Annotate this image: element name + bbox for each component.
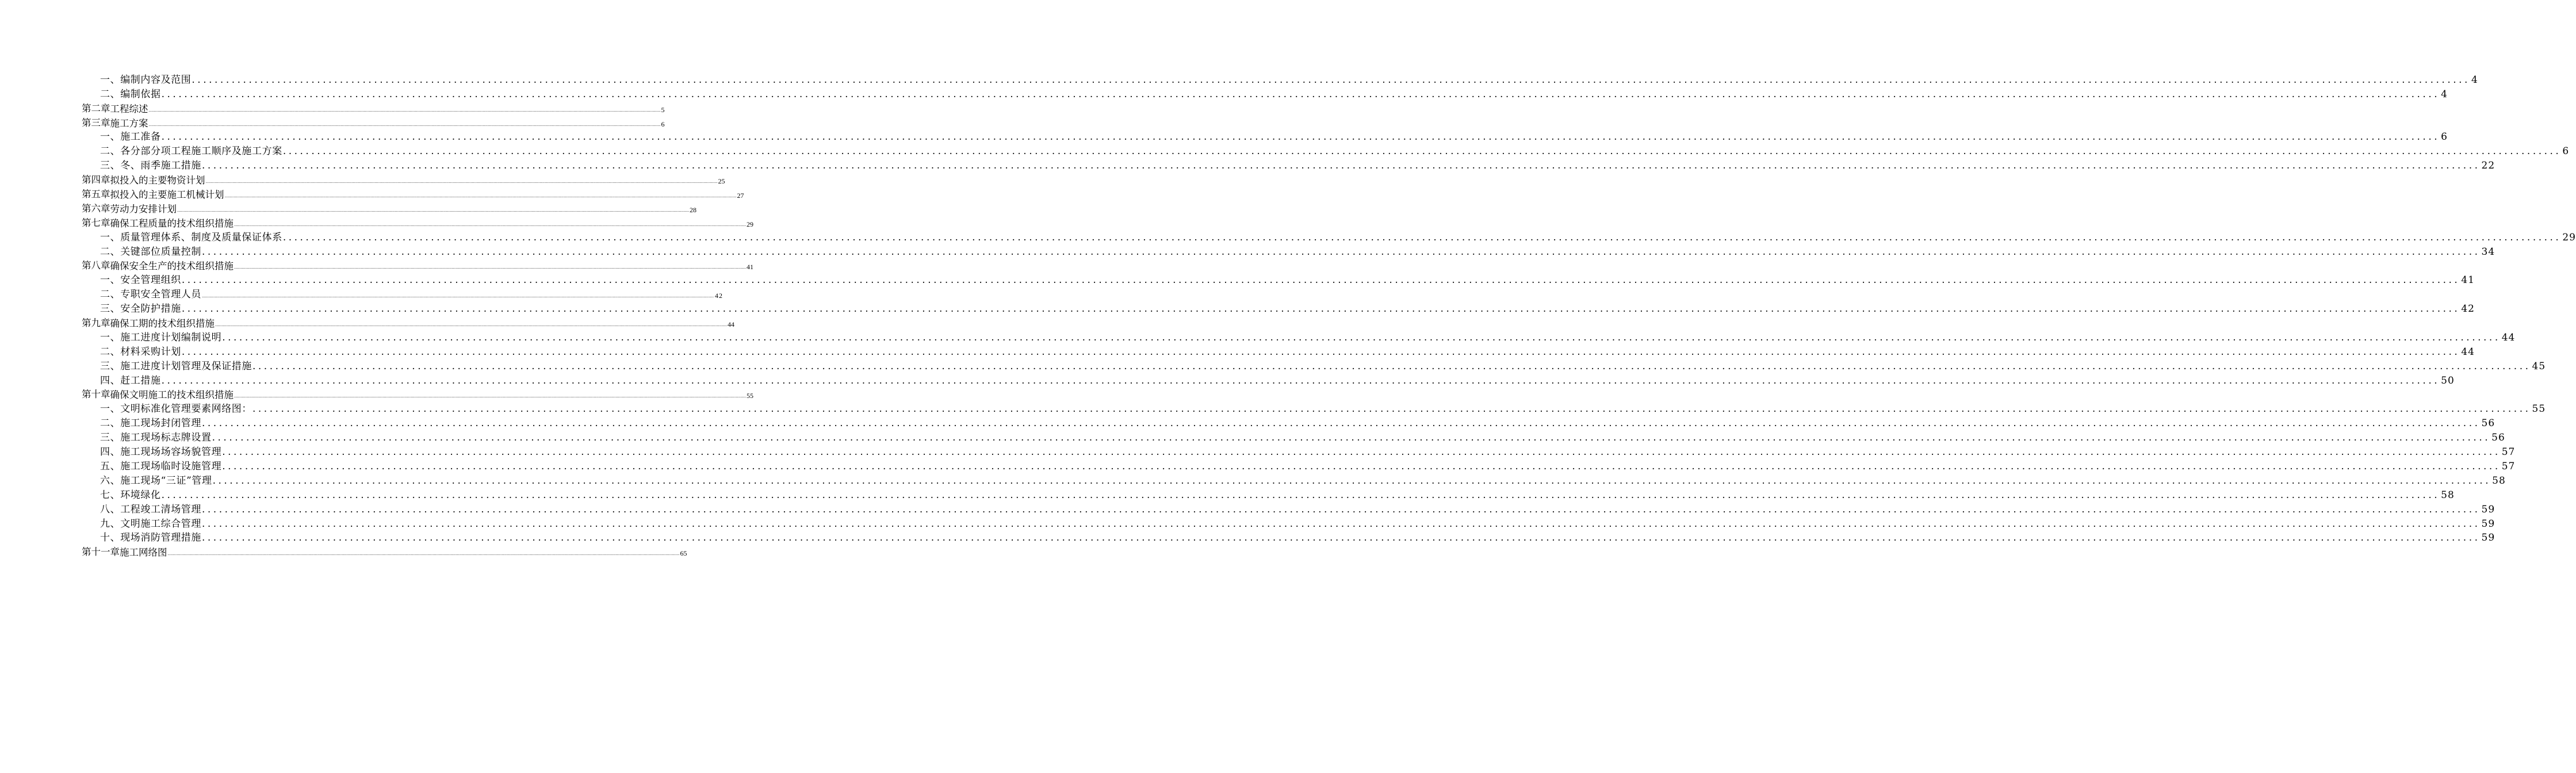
toc-chapter-number: 第十章 (82, 389, 110, 400)
toc-page-number: 41 (2461, 274, 2475, 286)
toc-page-number: 44 (2501, 331, 2516, 343)
toc-page-number: 56 (2481, 418, 2495, 430)
toc-page-number: 59 (2481, 518, 2495, 530)
toc-dot-leader: ................................................................................................................................................................................................................................................................................................................................................................................................................ (202, 518, 2481, 530)
toc-section-row[interactable] (0, 372, 2455, 386)
toc-dot-leader: ................................................................................................................................................................................................................................................................................................................................................................................................................ (181, 274, 2460, 286)
toc-dot-leader: ................................................................................................................................................................................................................................................................................................................................................................................................................ (181, 346, 2460, 358)
toc-dot-leader: ................................................................................................................................................................................................................................................................................................................................................................................................................ (215, 323, 728, 328)
toc-section-row[interactable] (0, 530, 2495, 544)
toc-entry-title: 三、安全防护措施 (100, 303, 181, 315)
toc-entry-title: 九、文明施工综合管理 (100, 518, 201, 530)
toc-page-number: 57 (2501, 460, 2516, 472)
toc-section-row[interactable] (0, 286, 724, 301)
toc-entry-title: 二、关键部位质量控制 (100, 246, 201, 258)
toc-entry-title: 十、现场消防管理措施 (100, 532, 201, 544)
toc-entry-title: 二、专职安全管理人员 (100, 289, 201, 301)
toc-entry-title: 工程综述 (110, 103, 148, 114)
toc-chapter-row[interactable] (0, 114, 665, 129)
toc-page-number: 42 (715, 292, 724, 300)
toc-section-row[interactable] (0, 415, 2495, 430)
toc-chapter-number: 第七章 (82, 217, 110, 228)
toc-page-number: 5 (661, 105, 665, 114)
toc-page-number: 50 (2441, 374, 2455, 386)
toc-section-row[interactable] (0, 229, 2576, 243)
toc-entry-title: 二、各分部分项工程施工顺序及施工方案 (100, 146, 282, 158)
toc-dot-leader: ................................................................................................................................................................................................................................................................................................................................................................................................................ (224, 194, 737, 199)
toc-chapter-number: 第五章 (82, 189, 110, 200)
toc-chapter-row[interactable] (0, 100, 665, 114)
toc-section-row[interactable] (0, 143, 2570, 158)
toc-page-number: 59 (2481, 532, 2495, 544)
toc-page-number: 42 (2461, 303, 2475, 315)
toc-page-number: 29 (747, 220, 754, 228)
toc-entry-title: 八、工程竣工清场管理 (100, 503, 201, 515)
toc-section-row[interactable] (0, 515, 2495, 530)
toc-entry-title: 三、冬、雨季施工措施 (100, 160, 201, 172)
toc-chapter-number: 第九章 (82, 317, 110, 329)
toc-section-row[interactable] (0, 86, 2448, 100)
toc-section-row[interactable] (0, 343, 2475, 358)
toc-entry-title: 一、施工准备 (100, 131, 161, 143)
toc-dot-leader: ................................................................................................................................................................................................................................................................................................................................................................................................................ (252, 360, 2531, 372)
toc-dot-leader: ................................................................................................................................................................................................................................................................................................................................................................................................................ (222, 331, 2501, 343)
toc-dot-leader: ................................................................................................................................................................................................................................................................................................................................................................................................................ (202, 294, 714, 299)
toc-section-row[interactable] (0, 443, 2516, 458)
toc-page-number: 57 (2501, 446, 2516, 458)
toc-section-row[interactable] (0, 271, 2475, 286)
toc-entry-title: 一、文明标准化管理要素网络图： (100, 403, 252, 415)
toc-chapter-row[interactable] (0, 186, 744, 201)
toc-section-row[interactable] (0, 129, 2448, 143)
toc-page-number: 58 (2492, 474, 2506, 487)
toc-chapter-number: 第六章 (82, 202, 110, 214)
toc-section-row[interactable] (0, 472, 2506, 487)
toc-dot-leader: ................................................................................................................................................................................................................................................................................................................................................................................................................ (202, 246, 2481, 258)
toc-entry-title: 一、质量管理体系、制度及质量保证体系 (100, 231, 282, 243)
toc-dot-leader: ................................................................................................................................................................................................................................................................................................................................................................................................................ (234, 265, 747, 270)
toc-chapter-row[interactable] (0, 215, 754, 229)
toc-chapter-row[interactable] (0, 315, 735, 330)
toc-page-number: 4 (2471, 74, 2478, 86)
toc-page-number: 6 (2441, 131, 2448, 143)
toc-entry-title: 六、施工现场“三证”管理 (100, 474, 212, 487)
toc-dot-leader: ................................................................................................................................................................................................................................................................................................................................................................................................................ (222, 446, 2501, 458)
toc-chapter-number: 第三章 (82, 117, 110, 128)
toc-entry-title: 确保工期的技术组织措施 (110, 318, 215, 330)
toc-dot-leader: ................................................................................................................................................................................................................................................................................................................................................................................................................ (148, 108, 661, 113)
toc-chapter-number: 第四章 (82, 174, 110, 186)
toc-chapter-number: 第十一章 (82, 546, 120, 558)
toc-dot-leader: ................................................................................................................................................................................................................................................................................................................................................................................................................ (212, 432, 2491, 444)
toc-section-row[interactable] (0, 329, 2516, 343)
toc-entry-title: 拟投入的主要施工机械计划 (110, 189, 224, 201)
toc-section-row[interactable] (0, 243, 2495, 258)
toc-page-number: 41 (747, 263, 754, 271)
toc-chapter-row[interactable] (0, 544, 687, 558)
toc-dot-leader: ................................................................................................................................................................................................................................................................................................................................................................................................................ (167, 552, 680, 557)
toc-dot-leader: ................................................................................................................................................................................................................................................................................................................................................................................................................ (202, 160, 2481, 172)
toc-dot-leader: ................................................................................................................................................................................................................................................................................................................................................................................................................ (161, 88, 2440, 100)
toc-section-row[interactable] (0, 501, 2495, 515)
toc-entry-title: 四、赶工措施 (100, 374, 161, 386)
toc-entry-title: 二、材料采购计划 (100, 346, 181, 358)
toc-page-number: 27 (737, 192, 744, 200)
toc-page-number: 58 (2441, 489, 2455, 501)
toc-dot-leader: ................................................................................................................................................................................................................................................................................................................................................................................................................ (202, 532, 2481, 544)
toc-entry-title: 七、环境绿化 (100, 489, 161, 501)
toc-page-number: 65 (680, 549, 687, 558)
toc-section-row[interactable] (0, 300, 2475, 315)
toc-entry-title: 一、安全管理组织 (100, 274, 181, 286)
toc-dot-leader: ................................................................................................................................................................................................................................................................................................................................................................................................................ (252, 403, 2531, 415)
toc-dot-leader: ................................................................................................................................................................................................................................................................................................................................................................................................................ (181, 303, 2460, 315)
toc-dot-leader: ................................................................................................................................................................................................................................................................................................................................................................................................................ (234, 394, 747, 399)
toc-page-number: 29 (2562, 231, 2576, 243)
toc-dot-leader: ................................................................................................................................................................................................................................................................................................................................................................................................................ (222, 460, 2501, 472)
toc-page-number: 4 (2441, 88, 2448, 100)
toc-chapter-row[interactable] (0, 200, 697, 215)
toc-chapter-number: 第二章 (82, 102, 110, 114)
toc-dot-leader: ................................................................................................................................................................................................................................................................................................................................................................................................................ (212, 474, 2491, 487)
toc-dot-leader: ................................................................................................................................................................................................................................................................................................................................................................................................................ (161, 131, 2440, 143)
toc-chapter-number: 第八章 (82, 260, 110, 271)
toc-entry-title: 确保文明施工的技术组织措施 (110, 389, 234, 401)
toc-entry-title: 劳动力安排计划 (110, 203, 177, 215)
toc-dot-leader: ................................................................................................................................................................................................................................................................................................................................................................................................................ (234, 222, 747, 227)
toc-dot-leader: ................................................................................................................................................................................................................................................................................................................................................................................................................ (161, 489, 2440, 501)
toc-section-row[interactable] (0, 458, 2516, 472)
toc-dot-leader: ................................................................................................................................................................................................................................................................................................................................................................................................................ (282, 231, 2562, 243)
toc-page-number: 22 (2481, 160, 2495, 172)
toc-section-row[interactable] (0, 71, 2478, 86)
toc-entry-title: 五、施工现场临时设施管理 (100, 460, 222, 472)
toc-dot-leader: ................................................................................................................................................................................................................................................................................................................................................................................................................ (148, 122, 661, 127)
toc-entry-title: 拟投入的主要物资计划 (110, 175, 205, 186)
toc-entry-title: 一、编制内容及范围 (100, 74, 192, 86)
toc-page-number: 55 (2532, 403, 2546, 415)
toc-page-number: 55 (747, 392, 754, 400)
toc-entry-title: 施工方案 (110, 117, 148, 129)
toc-entry-title: 二、施工现场封闭管理 (100, 418, 201, 430)
toc-section-row[interactable] (0, 429, 2505, 444)
toc-page-number: 56 (2491, 432, 2505, 444)
toc-entry-title: 施工网络图 (120, 547, 167, 558)
toc-dot-leader: ................................................................................................................................................................................................................................................................................................................................................................................................................ (202, 503, 2481, 515)
toc-dot-leader: ................................................................................................................................................................................................................................................................................................................................................................................................................ (282, 146, 2562, 158)
toc-page-number: 25 (718, 177, 725, 186)
toc-page-number: 34 (2481, 246, 2495, 258)
toc-dot-leader: ................................................................................................................................................................................................................................................................................................................................................................................................................ (161, 374, 2440, 386)
toc-section-row[interactable] (0, 157, 2495, 172)
toc-dot-leader: ................................................................................................................................................................................................................................................................................................................................................................................................................ (177, 208, 690, 213)
toc-page-number: 44 (728, 320, 735, 329)
toc-entry-title: 确保工程质量的技术组织措施 (110, 217, 234, 229)
toc-entry-title: 三、施工进度计划管理及保证措施 (100, 360, 252, 372)
toc-page-number: 59 (2481, 503, 2495, 515)
toc-dot-leader: ................................................................................................................................................................................................................................................................................................................................................................................................................ (202, 418, 2481, 430)
toc-page-number: 44 (2461, 346, 2475, 358)
toc-chapter-row[interactable] (0, 171, 725, 186)
toc-page-number: 28 (690, 205, 697, 214)
toc-entry-title: 二、编制依据 (100, 88, 161, 100)
toc-section-row[interactable] (0, 400, 2546, 415)
toc-chapter-row[interactable] (0, 386, 754, 401)
toc-dot-leader: ................................................................................................................................................................................................................................................................................................................................................................................................................ (192, 74, 2470, 86)
toc-page-number: 45 (2532, 360, 2546, 372)
table-of-contents (0, 71, 2576, 558)
toc-entry-title: 一、施工进度计划编制说明 (100, 331, 222, 343)
toc-entry-title: 四、施工现场场容场貌管理 (100, 446, 222, 458)
toc-dot-leader: ................................................................................................................................................................................................................................................................................................................................................................................................................ (205, 179, 718, 185)
toc-entry-title: 确保安全生产的技术组织措施 (110, 261, 234, 272)
toc-page-number: 6 (661, 120, 665, 128)
toc-section-row[interactable] (0, 358, 2546, 372)
toc-chapter-row[interactable] (0, 258, 754, 272)
toc-entry-title: 三、施工现场标志牌设置 (100, 432, 212, 444)
toc-section-row[interactable] (0, 487, 2455, 501)
toc-page-number: 6 (2562, 146, 2570, 158)
